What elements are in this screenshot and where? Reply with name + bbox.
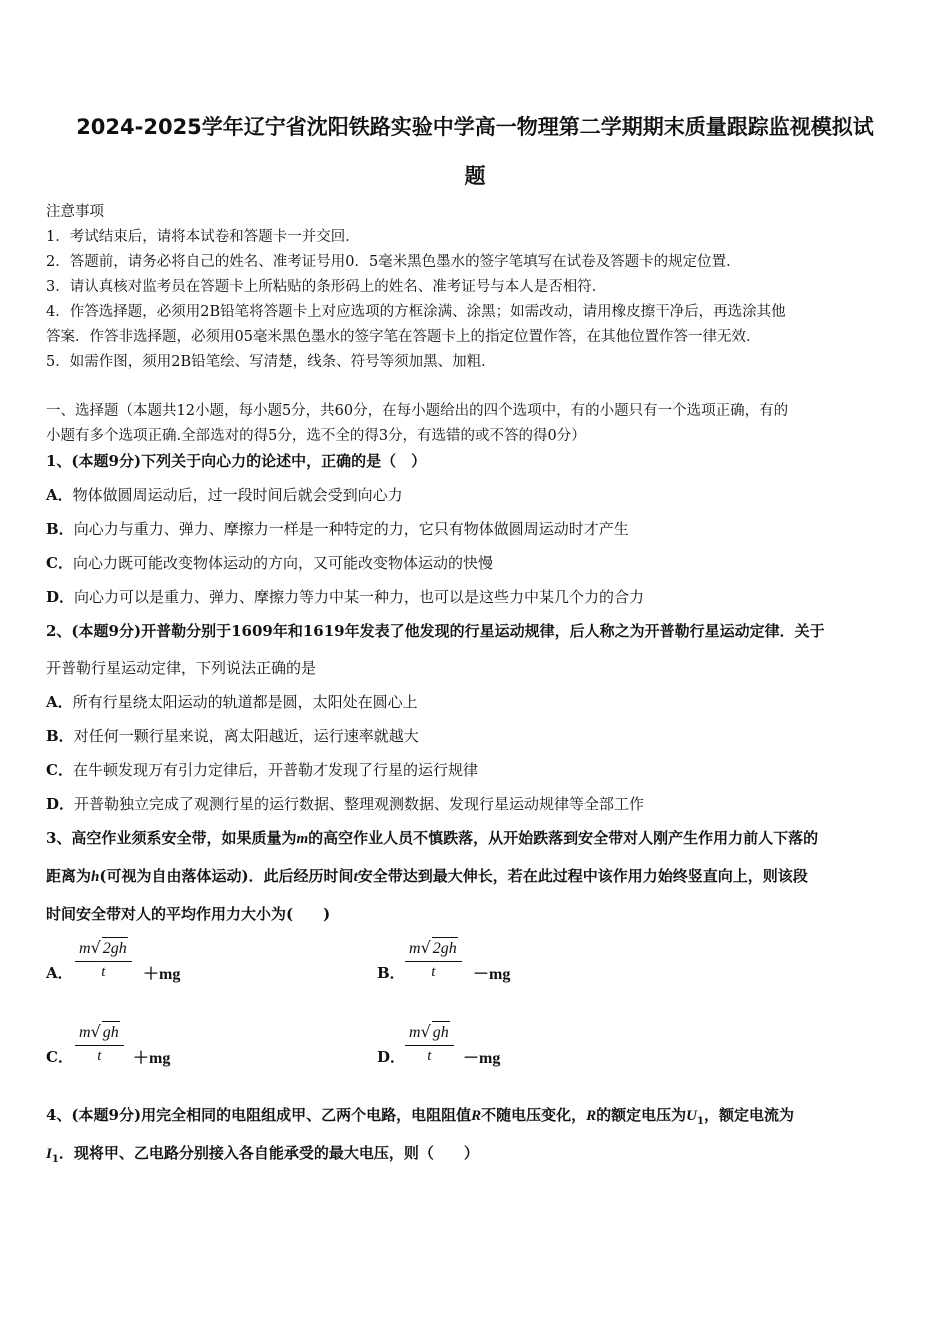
q1-option-c xyxy=(46,553,493,573)
radicand: 2gh xyxy=(432,937,458,960)
q3-stem-text: 距离为 xyxy=(46,867,92,885)
notice-item-2: 2．答题前，请务必将自己的姓名、准考证号用0．5毫米黑色墨水的签字笔填写在试卷及答题卡的规定位置． xyxy=(46,254,741,270)
var-h: h xyxy=(91,869,100,885)
q1-option-a xyxy=(46,485,403,505)
q3-option-b-label: B． xyxy=(377,964,405,982)
option-text: 在牛顿发现万有引力定律后，开普勒才发现了行星的运行规律 xyxy=(72,761,478,779)
option-label: B． xyxy=(46,727,74,745)
q3-option-c-tail: ＋mg xyxy=(133,1050,171,1067)
section-heading-line2: 小题有多个选项正确.全部选对的得5分，选不全的得3分，有选错的或不答的得0分） xyxy=(46,428,586,444)
var-m: m xyxy=(79,1024,91,1041)
option-text: 所有行星绕太阳运动的轨道都是圆，太阳处在圆心上 xyxy=(72,693,418,711)
fraction-denominator: t xyxy=(431,964,436,980)
q2-stem-line2: 开普勒行星运动定律，下列说法正确的是 xyxy=(46,659,317,677)
option-label: D． xyxy=(46,588,75,606)
q3-option-d-label: D． xyxy=(377,1048,406,1066)
notice-item-4: 4．作答选择题，必须用2B铅笔将答题卡上对应选项的方框涂满、涂黑；如需改动，请用橡皮擦干净后，再选涂其他 xyxy=(46,304,786,320)
notice-item-1: 1．考试结束后，请将本试卷和答题卡一并交回． xyxy=(46,229,360,245)
q4-stem-line1 xyxy=(46,1105,794,1132)
q4-stem-text: 4、(本题9分)用完全相同的电阻组成甲、乙两个电路，电阻阻值 xyxy=(46,1106,472,1124)
fraction-bar xyxy=(75,961,132,962)
q2-option-c xyxy=(46,760,478,780)
fraction-bar xyxy=(405,1045,454,1046)
q4-stem-text: ．现将甲、乙电路分别接入各自能承受的最大电压，则（ ） xyxy=(58,1144,479,1162)
q3-option-b-fraction xyxy=(405,937,462,981)
option-label: B． xyxy=(46,520,74,538)
sqrt-icon: √ xyxy=(420,1022,431,1041)
fraction-bar xyxy=(405,961,462,962)
q1-option-d xyxy=(46,587,644,607)
q2-option-d xyxy=(46,794,644,814)
option-text: 向心力与重力、弹力、摩擦力一样是一种特定的力，它只有物体做圆周运动时才产生 xyxy=(73,520,629,538)
notice-item-5: 5．如需作图，须用2B铅笔绘、写清楚，线条、符号等须加黑、加粗． xyxy=(46,354,496,370)
radicand: gh xyxy=(432,1021,450,1044)
var-U-subscript: 1 xyxy=(696,1116,704,1127)
q2-option-b xyxy=(46,726,419,746)
var-m: m xyxy=(79,940,91,957)
var-I: I xyxy=(46,1146,52,1162)
q3-option-c-label: C． xyxy=(46,1048,73,1066)
q3-option-d-tail: －mg xyxy=(463,1050,501,1067)
q3-stem-text: 3、高空作业须系安全带，如果质量为 xyxy=(46,829,297,847)
q2-option-a xyxy=(46,692,418,712)
q3-option-a-label: A． xyxy=(46,964,73,982)
option-text: 物体做圆周运动后，过一段时间后就会受到向心力 xyxy=(72,486,403,504)
q1-stem: 1、(本题9分)下列关于向心力的论述中，正确的是（ ） xyxy=(46,452,427,470)
var-t: t xyxy=(353,869,358,885)
q3-stem-line2 xyxy=(46,866,808,887)
fraction-denominator: t xyxy=(427,1048,432,1064)
q3-option-b-tail: －mg xyxy=(473,966,511,983)
q4-stem-text: 不随电压变化， xyxy=(481,1106,587,1124)
option-text: 向心力可以是重力、弹力、摩擦力等力中某一种力，也可以是这些力中某几个力的合力 xyxy=(74,588,645,606)
var-m: m xyxy=(409,940,421,957)
var-U: U xyxy=(686,1108,697,1124)
q3-option-a-fraction xyxy=(75,937,132,981)
q3-stem-line3: 时间安全带对人的平均作用力大小为( ) xyxy=(46,905,331,923)
option-label: A． xyxy=(46,693,73,711)
sqrt-icon: √ xyxy=(90,1022,101,1041)
fraction-bar xyxy=(75,1045,124,1046)
q1-option-b xyxy=(46,519,629,539)
var-m: m xyxy=(296,831,309,847)
section-heading-line1: 一、选择题（本题共12小题，每小题5分，共60分，在每小题给出的四个选项中，有的小题只有一个选项正确，有的 xyxy=(46,403,789,419)
fraction-denominator: t xyxy=(101,964,106,980)
var-R: R xyxy=(586,1108,597,1124)
q2-stem-line1: 2、(本题9分)开普勒分别于1609年和1619年发表了他发现的行星运动规律，后人称之为开普勒行星运动定律．关于 xyxy=(46,622,825,640)
fraction-numerator xyxy=(75,1021,124,1044)
option-label: A． xyxy=(46,486,73,504)
var-m: m xyxy=(409,1024,421,1041)
q3-option-a-tail: ＋mg xyxy=(143,966,181,983)
q3-option-c-fraction xyxy=(75,1021,124,1065)
option-label: D． xyxy=(46,795,75,813)
radicand: gh xyxy=(102,1021,120,1044)
notice-heading: 注意事项 xyxy=(46,204,104,220)
option-text: 向心力既可能改变物体运动的方向，又可能改变物体运动的快慢 xyxy=(72,554,493,572)
exam-title-line2: 题 xyxy=(464,164,486,188)
var-R: R xyxy=(471,1108,482,1124)
var-I-subscript: 1 xyxy=(51,1154,59,1165)
q3-stem-text: 的高空作业人员不慎跌落，从开始跌落到安全带对人刚产生作用力前人下落的 xyxy=(308,829,819,847)
sqrt-icon: √ xyxy=(90,938,101,957)
option-label: C． xyxy=(46,554,73,572)
sqrt-icon: √ xyxy=(420,938,431,957)
option-text: 开普勒独立完成了观测行星的运行数据、整理观测数据、发现行星运动规律等全部工作 xyxy=(74,795,645,813)
q3-stem-text: 安全带达到最大伸长，若在此过程中该作用力始终竖直向上，则该段 xyxy=(357,867,808,885)
radicand: 2gh xyxy=(102,937,128,960)
option-label: C． xyxy=(46,761,73,779)
q4-stem-text: 的额定电压为 xyxy=(596,1106,687,1124)
q3-stem-line1 xyxy=(46,828,818,849)
fraction-numerator xyxy=(405,937,462,960)
q4-stem-line2 xyxy=(46,1143,479,1170)
fraction-denominator: t xyxy=(97,1048,102,1064)
q4-stem-text: ，额定电流为 xyxy=(703,1106,794,1124)
exam-title-line1: 2024-2025学年辽宁省沈阳铁路实验中学高一物理第二学期期末质量跟踪监视模拟试 xyxy=(76,115,874,139)
notice-item-3: 3．请认真核对监考员在答题卡上所粘贴的条形码上的姓名、准考证号与本人是否相符． xyxy=(46,279,607,295)
fraction-numerator xyxy=(405,1021,454,1044)
option-text: 对任何一颗行星来说，离太阳越近，运行速率就越大 xyxy=(73,727,419,745)
fraction-numerator xyxy=(75,937,132,960)
q3-option-d-fraction xyxy=(405,1021,454,1065)
q3-stem-text: (可视为自由落体运动)．此后经历时间 xyxy=(99,867,354,885)
notice-item-4-cont: 答案．作答非选择题，必须用05毫米黑色墨水的签字笔在答题卡上的指定位置作答，在其他位置作答一律无效． xyxy=(46,329,761,345)
